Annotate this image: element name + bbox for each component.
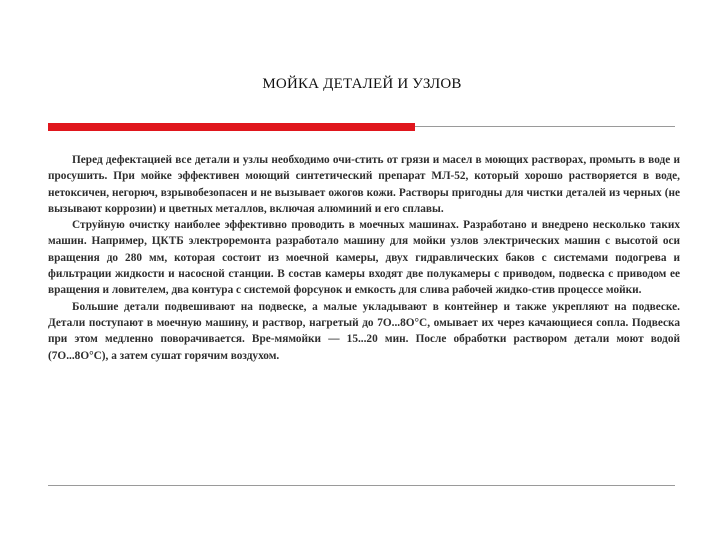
paragraph-procedure: Большие детали подвешивают на подвеске, а малые укладывают в контейнер и также укрепляют на подвеске. Детали поступают в моечную машину, и раствор, нагретый до 7О...8О°С, омывает их через качающиеся сопла. Подвеска при этом медленно поворачивается. Вре-мямойки — 15...20 мин. После обработки раствором детали моют водой (7О...8О°С), а затем сушат горячим воздухом.: [48, 300, 680, 362]
accent-bar: [48, 123, 415, 131]
paragraph-cleaning: Перед дефектацией все детали и узлы необходимо очи-стить от грязи и масел в моющих растворах, промыть в воде и просушить. При мойке эффективен моющий синтетический препарат МЛ-52, который хорошо растворяется в воде, нетоксичен, негорюч, взрывобезопасен и не вызывает ожогов кожи. Растворы пригодны для чистки деталей из черных (не вызывают коррозии) и цветных металлов, включая алюминий и его сплавы.: [48, 154, 680, 215]
body-text: [48, 152, 680, 364]
paragraph-washing-machines: Струйную очистку наиболее эффективно проводить в моечных машинах. Разработано и внедрено несколько таких машин. Например, ЦКТБ электроремонта разработало машину для мойки узлов электрических машин с высотой оси вращения до 280 мм, которая состоит из моечной камеры, двух гидравлических баков с системами подогрева и фильтрации жидкости и насосной станции. В состав камеры входят две полукамеры с приводом, подвеска с приводом ее вращения и ловителем, два контура с системой форсунок и емкость для слива рабочей жидко-стив процессе мойки.: [48, 219, 680, 297]
footer-divider: [48, 485, 675, 486]
slide-title: МОЙКА ДЕТАЛЕЙ И УЗЛОВ: [262, 76, 462, 92]
header-divider: [415, 126, 675, 127]
